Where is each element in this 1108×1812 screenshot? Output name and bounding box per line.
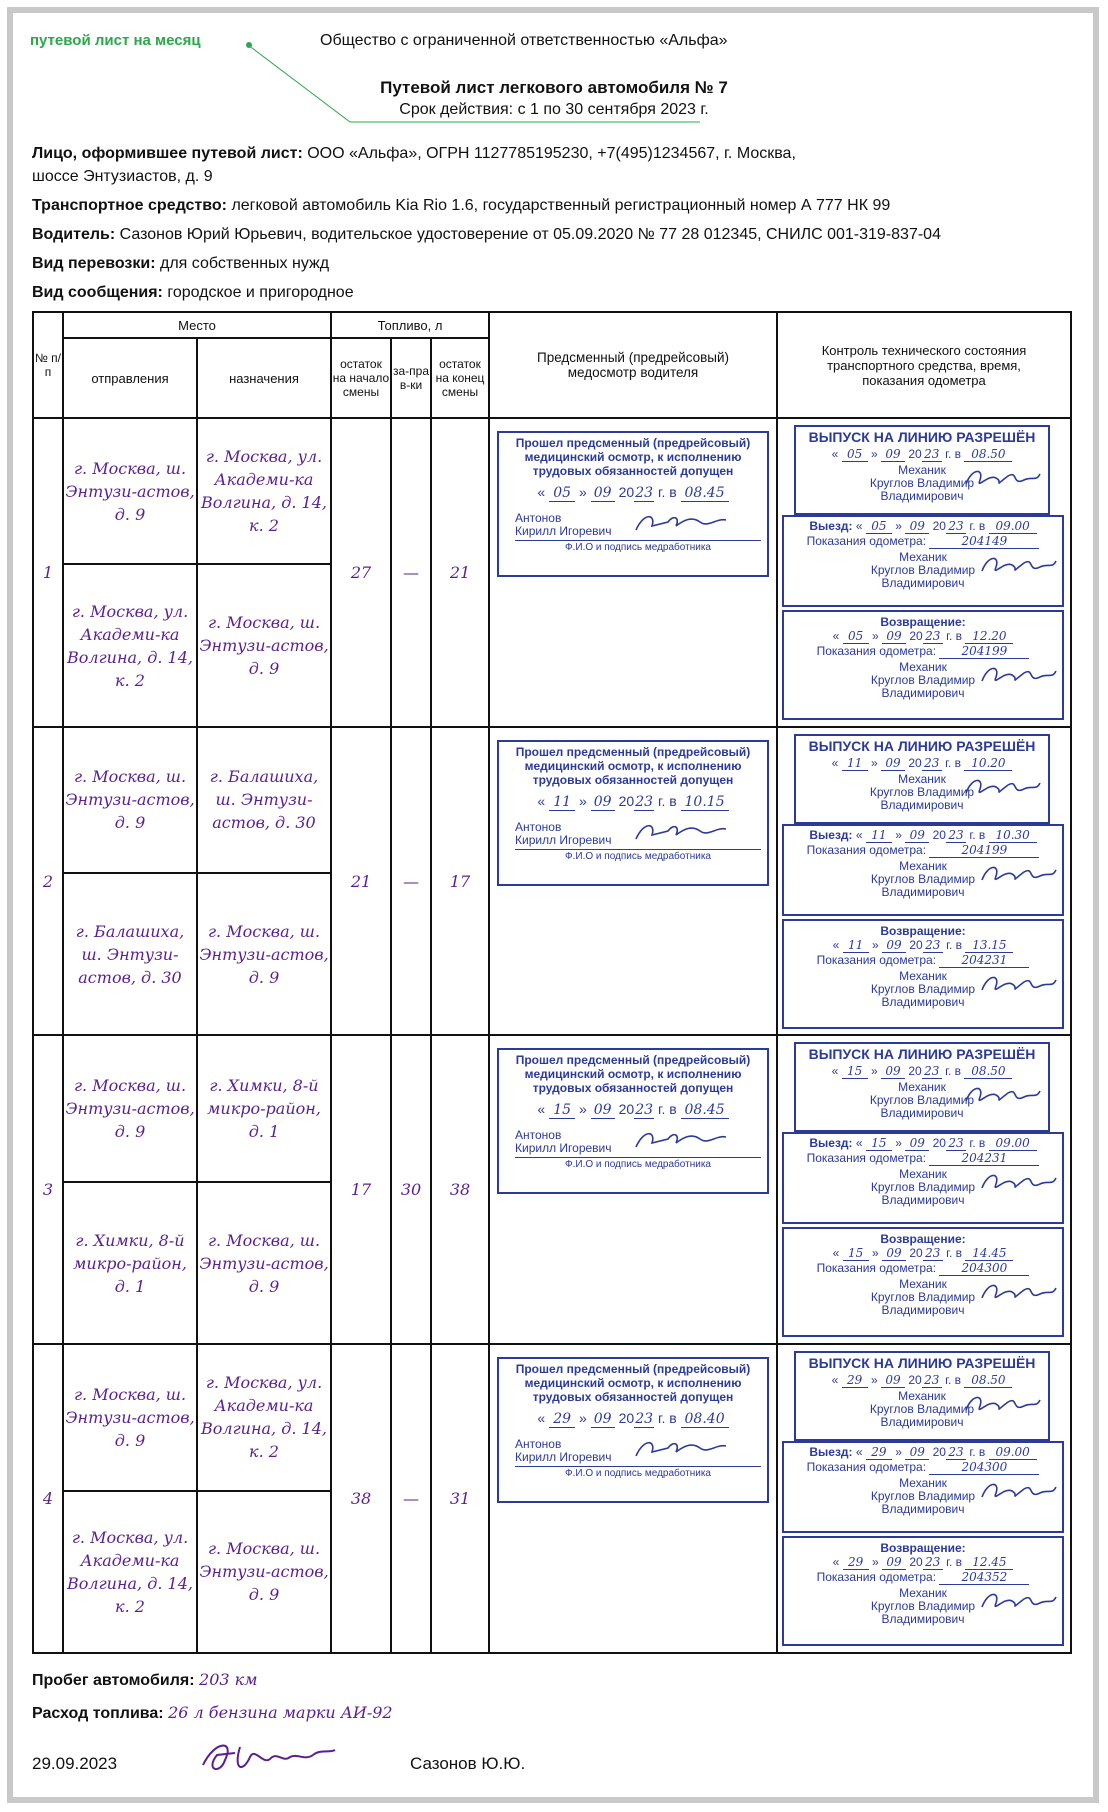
driver-line [32, 223, 1072, 246]
rel-month: 09 [881, 1064, 905, 1079]
mechanic-role: Механик [899, 1277, 947, 1292]
mechanic-patronymic: Владимирович [881, 1193, 965, 1208]
departure-stamp: Выезд: « 29 » 09 20 23 г. в 09.00 Показания одометра: 204300 Механик Круглов Владимир Владимирович [782, 1441, 1064, 1533]
departure-odometer-label: Показания одометра: [806, 534, 927, 548]
mechanic-role: Механик [898, 771, 946, 786]
signer-name: Сазонов Ю.Ю. [410, 1754, 526, 1773]
dep-month: 09 [905, 828, 929, 843]
mechanic-patronymic: Владимирович [880, 797, 964, 812]
driver-signature [195, 1735, 345, 1785]
release-mechanic-signature [962, 464, 1042, 490]
vehicle-value: легковой автомобиль Kia Rio 1.6, государственный регистрационный номер А 777 НК 99 [227, 197, 891, 214]
return-date-line: « 29 » 09 20 23 г. в 12.45 [788, 1555, 1058, 1570]
row-number: 2 [42, 871, 54, 891]
table-row [33, 418, 1071, 564]
release-date-line: « 29 » 09 20 23 г. в 08.50 [802, 1373, 1042, 1388]
return-label: Возвращение: [880, 923, 966, 938]
ret-year: 23 [923, 629, 943, 644]
ret-year: 23 [923, 938, 943, 953]
destination-place: г. Москва, ш. Энтузи-астов, д. 9 [199, 1539, 329, 1605]
rel-month: 09 [881, 447, 905, 462]
return-mechanic-signature [978, 1587, 1058, 1613]
route-type-line [32, 281, 1072, 304]
return-odometer-label: Показания одометра: [816, 1570, 937, 1585]
departure-place: г. Москва, ш. Энтузи-астов, д. 9 [65, 1384, 195, 1450]
departure-place: г. Москва, ул. Академи-ка Волгина, д. 14, к. 2 [67, 1527, 193, 1616]
mechanic-patronymic: Владимирович [880, 1415, 964, 1430]
departure-label: Выезд: [809, 519, 853, 533]
ret-month: 09 [882, 1555, 906, 1570]
med-year: 23 [635, 793, 654, 810]
header-number: № п/п [33, 312, 63, 418]
mechanic-name: Круглов Владимир [870, 563, 976, 577]
ret-month: 09 [882, 938, 906, 953]
med-time: 08.40 [681, 1411, 729, 1428]
departure-odometer: 204231 [929, 1151, 1039, 1166]
mechanic-name: Круглов Владимир [869, 1093, 975, 1108]
mechanic-role: Механик [899, 858, 947, 873]
ret-month: 09 [882, 629, 906, 644]
mechanic-name: Круглов Владимир [869, 784, 975, 799]
departure-mechanic-signature [978, 1168, 1058, 1194]
medic-caption: Ф.И.О и подпись медработника [515, 1157, 761, 1171]
departure-place: г. Москва, ш. Энтузи-астов, д. 9 [65, 458, 195, 524]
medic-surname: Антонов [515, 819, 562, 834]
med-year: 23 [635, 1102, 654, 1119]
mechanic-role: Механик [899, 660, 947, 674]
medical-stamp-title: Прошел предсменный (предрейсовый) медицинский осмотр, к исполнению трудовых обязанностей допущен [515, 1362, 751, 1405]
med-day: 15 [549, 1102, 575, 1119]
dep-time: 09.00 [989, 1445, 1037, 1460]
dep-day: 15 [866, 1136, 892, 1151]
departure-stamp: Выезд: « 11 » 09 20 23 г. в 10.30 Показания одометра: 204199 Механик Круглов Владимир Владимирович [782, 824, 1064, 916]
departure-mechanic-signature [978, 860, 1058, 886]
fuel-start: 38 [350, 1489, 372, 1509]
row-number: 4 [42, 1489, 54, 1509]
medic-caption: Ф.И.О и подпись медработника [515, 849, 761, 863]
med-month: 09 [591, 794, 615, 811]
destination-place: г. Москва, ш. Энтузи-астов, д. 9 [199, 921, 329, 987]
margin-note: путевой лист на месяц [30, 32, 201, 49]
mechanic-name: Круглов Владимир [870, 1489, 976, 1504]
med-month: 09 [591, 485, 615, 502]
mechanic-patronymic: Владимирович [881, 576, 965, 590]
departure-place: г. Балашиха, ш. Энтузи-астов, д. 30 [75, 921, 185, 987]
med-day: 11 [549, 794, 575, 811]
route-type-label: Вид сообщения: [32, 284, 163, 301]
mileage-value: 203 км [199, 1670, 258, 1689]
medical-stamp-title: Прошел предсменный (предрейсовый) медицинский осмотр, к исполнению трудовых обязанностей допущен [515, 1053, 751, 1096]
departure-place: г. Химки, 8-й микро-район, д. 1 [73, 1230, 187, 1296]
header-fuel-start: остаток на начало смены [331, 338, 391, 418]
return-label: Возвращение: [880, 1232, 966, 1247]
issuer-label: Лицо, оформившее путевой лист: [32, 145, 303, 162]
mechanic-role: Механик [899, 1476, 947, 1491]
departure-mechanic-signature [978, 1477, 1058, 1503]
validity-period: Срок действия: с 1 по 30 сентября 2023 г. [399, 101, 709, 118]
fuel-start: 27 [350, 562, 372, 582]
fuel-refill: 30 [400, 1180, 422, 1200]
medic-signature [630, 1125, 730, 1155]
return-date-line: « 05 » 09 20 23 г. в 12.20 [788, 629, 1058, 644]
return-date-line: « 15 » 09 20 23 г. в 14.45 [788, 1246, 1058, 1261]
return-stamp [782, 919, 1064, 1029]
medic-surname: Антонов [515, 1437, 562, 1452]
mechanic-patronymic: Владимирович [881, 884, 965, 899]
destination-place: г. Балашиха, ш. Энтузи-астов, д. 30 [209, 767, 319, 833]
ret-time: 12.20 [965, 629, 1013, 644]
release-stamp [794, 1351, 1050, 1441]
med-month: 09 [591, 1102, 615, 1119]
ret-day: 11 [843, 938, 869, 953]
destination-place: г. Москва, ш. Энтузи-астов, д. 9 [199, 613, 329, 679]
mechanic-patronymic: Владимирович [881, 994, 965, 1009]
dep-time: 09.00 [989, 519, 1037, 534]
issuer-line [32, 142, 1072, 188]
ret-year: 23 [923, 1555, 943, 1570]
dep-day: 11 [866, 828, 892, 843]
release-stamp [794, 734, 1050, 824]
mechanic-name: Круглов Владимир [870, 673, 976, 687]
table-row [33, 1035, 1071, 1181]
mechanic-name: Круглов Владимир [869, 476, 975, 490]
mechanic-name: Круглов Владимир [870, 1180, 976, 1195]
issuer-value: ООО «Альфа», ОГРН 1127785195230, +7(495)1234567, г. Москва, [302, 145, 796, 162]
mechanic-role: Механик [899, 968, 947, 983]
transport-type-line [32, 252, 1072, 275]
organization-name: Общество с ограниченной ответственностью «Альфа» [320, 32, 728, 49]
mechanic-name: Круглов Владимир [870, 1599, 976, 1614]
sign-date: 29.09.2023 [32, 1754, 118, 1773]
return-stamp [782, 1536, 1064, 1646]
ret-year: 23 [923, 1246, 943, 1261]
return-date-line: « 11 » 09 20 23 г. в 13.15 [788, 938, 1058, 953]
departure-stamp: Выезд: « 15 » 09 20 23 г. в 09.00 Показания одометра: 204231 Механик Круглов Владимир Владимирович [782, 1132, 1064, 1224]
note-dot [246, 42, 252, 48]
medical-stamp-title: Прошел предсменный (предрейсовый) медицинский осмотр, к исполнению трудовых обязанностей допущен [515, 436, 751, 478]
release-mechanic-signature [962, 1081, 1042, 1107]
dep-day: 29 [866, 1445, 892, 1460]
driver-value: Сазонов Юрий Юрьевич, водительское удостоверение от 05.09.2020 № 77 28 012345, СНИЛС 001-319-837-04 [115, 226, 941, 243]
dep-month: 09 [905, 1136, 929, 1151]
table-row [33, 1344, 1071, 1490]
medic-surname: Антонов [515, 511, 562, 525]
dep-month: 09 [905, 519, 929, 534]
mechanic-patronymic: Владимирович [880, 1106, 964, 1121]
mechanic-role: Механик [898, 1080, 946, 1095]
return-odometer: 204199 [939, 644, 1029, 659]
release-stamp [794, 1042, 1050, 1132]
rel-day: 15 [842, 1064, 868, 1079]
mechanic-role: Механик [899, 1167, 947, 1182]
rel-month: 09 [881, 1373, 905, 1388]
fuel-end: 17 [449, 871, 471, 891]
mechanic-name: Круглов Владимир [870, 871, 976, 886]
departure-odometer: 204300 [929, 1460, 1039, 1475]
med-day: 05 [549, 485, 575, 502]
rel-year: 23 [922, 1064, 942, 1079]
return-stamp [782, 610, 1064, 720]
mechanic-role: Механик [899, 550, 947, 564]
departure-mechanic-signature [978, 551, 1058, 577]
release-stamp-title: ВЫПУСК НА ЛИНИЮ РАЗРЕШЁН [808, 737, 1036, 754]
med-time: 08.45 [681, 1102, 729, 1119]
ret-month: 09 [882, 1246, 906, 1261]
release-date-line: « 11 » 09 20 23 г. в 10.20 [802, 756, 1042, 771]
departure-odometer-label: Показания одометра: [806, 1151, 927, 1166]
departure-place: г. Москва, ш. Энтузи-астов, д. 9 [65, 1076, 195, 1142]
header-fuel: Топливо, л [331, 312, 489, 338]
medic-name: Кирилл Игоревич [515, 832, 612, 847]
medical-stamp-title: Прошел предсменный (предрейсовый) медицинский осмотр, к исполнению трудовых обязанностей допущен [515, 744, 751, 787]
medic-caption: Ф.И.О и подпись медработника [515, 1466, 761, 1480]
med-time: 10.15 [681, 794, 729, 811]
release-stamp-title: ВЫПУСК НА ЛИНИЮ РАЗРЕШЁН [808, 1355, 1036, 1372]
rel-month: 09 [881, 756, 905, 771]
return-label: Возвращение: [880, 1541, 966, 1556]
med-year: 23 [635, 485, 654, 501]
fuel-start: 17 [350, 1180, 372, 1200]
mechanic-name: Круглов Владимир [870, 981, 976, 996]
document-title: Путевой лист легкового автомобиля № 7 [380, 78, 728, 97]
medic-name: Кирилл Игоревич [515, 1141, 612, 1156]
med-year: 23 [635, 1411, 654, 1428]
ret-day: 05 [843, 629, 869, 644]
medic-signature [630, 1434, 730, 1464]
fuel-end: 31 [449, 1489, 471, 1509]
return-mechanic-signature [978, 661, 1058, 687]
dep-time: 10.30 [989, 828, 1037, 843]
release-stamp-title: ВЫПУСК НА ЛИНИЮ РАЗРЕШЁН [808, 429, 1036, 445]
header-fuel-end: остаток на конец смены [431, 338, 489, 418]
dep-day: 05 [866, 519, 892, 534]
destination-place: г. Химки, 8-й микро-район, д. 1 [207, 1076, 321, 1142]
departure-odometer-label: Показания одометра: [806, 842, 927, 857]
fuel-consumption-label: Расход топлива: [32, 1705, 164, 1722]
dep-year: 23 [946, 519, 966, 534]
header-place: Место [63, 312, 331, 338]
fuel-consumption-value: 26 л бензина марки АИ-92 [168, 1703, 393, 1722]
fuel-consumption-line [32, 1703, 393, 1723]
mechanic-patronymic: Владимирович [881, 686, 965, 700]
row-number: 3 [42, 1180, 54, 1200]
release-stamp-title: ВЫПУСК НА ЛИНИЮ РАЗРЕШЁН [808, 1046, 1036, 1063]
departure-label: Выезд: [809, 827, 853, 842]
med-time: 08.45 [681, 485, 729, 502]
transport-type-value: для собственных нужд [155, 255, 330, 272]
row-number: 1 [42, 562, 54, 582]
transport-type-label: Вид перевозки: [32, 255, 156, 272]
medical-stamp [497, 431, 769, 577]
mechanic-name: Круглов Владимир [869, 1402, 975, 1417]
rel-time: 08.50 [964, 447, 1012, 462]
medic-signature [630, 508, 730, 538]
medic-caption: Ф.И.О и подпись медработника [515, 540, 761, 554]
med-day: 29 [549, 1411, 575, 1428]
ret-time: 14.45 [965, 1246, 1013, 1261]
return-odometer: 204231 [939, 953, 1029, 968]
ret-day: 29 [843, 1555, 869, 1570]
mechanic-name: Круглов Владимир [870, 1290, 976, 1305]
mechanic-role: Механик [898, 1389, 946, 1404]
rel-day: 11 [842, 756, 868, 771]
release-date-line: « 15 » 09 20 23 г. в 08.50 [802, 1064, 1042, 1079]
return-mechanic-signature [978, 1278, 1058, 1304]
rel-day: 05 [842, 447, 868, 462]
return-mechanic-signature [978, 970, 1058, 996]
medical-date-line: « 05 » 09 2023 г. в 08.45 [505, 484, 761, 502]
medical-stamp [497, 1357, 769, 1503]
medical-date-line: « 11 » 09 2023 г. в 10.15 [505, 793, 761, 811]
fuel-refill: — [403, 871, 419, 891]
ret-time: 12.45 [965, 1555, 1013, 1570]
issuer-value-2: шоссе Энтузиастов, д. 9 [32, 168, 213, 185]
mileage-label: Пробег автомобиля: [32, 1672, 195, 1689]
release-mechanic-signature [962, 1390, 1042, 1416]
fuel-start: 21 [350, 871, 372, 891]
dep-time: 09.00 [989, 1136, 1037, 1151]
medical-stamp [497, 1048, 769, 1194]
mechanic-patronymic: Владимирович [881, 1303, 965, 1318]
fuel-refill: — [403, 562, 419, 582]
departure-stamp: Выезд: « 05 » 09 20 23 г. в 09.00 Показания одометра: 204149 Механик Круглов Владимир Владимирович [782, 515, 1064, 607]
mechanic-patronymic: Владимирович [881, 1612, 965, 1627]
rel-time: 08.50 [964, 1064, 1012, 1079]
dep-year: 23 [946, 1136, 966, 1151]
header-fuel-refill: за-прав-ки [391, 338, 431, 418]
return-odometer: 204300 [939, 1261, 1029, 1276]
dep-month: 09 [905, 1445, 929, 1460]
medical-date-line: « 15 » 09 2023 г. в 08.45 [505, 1101, 761, 1119]
departure-odometer: 204199 [929, 843, 1039, 858]
fuel-refill: — [403, 1489, 419, 1509]
rel-time: 10.20 [964, 756, 1012, 771]
medic-signature [630, 817, 730, 847]
ret-time: 13.15 [965, 938, 1013, 953]
route-type-value: городское и пригородное [162, 284, 354, 301]
vehicle-line [32, 194, 1072, 217]
header-destination: назначения [197, 338, 331, 418]
vehicle-label: Транспортное средство: [32, 197, 227, 214]
mechanic-role: Механик [899, 1586, 947, 1601]
mechanic-role: Механик [898, 463, 946, 477]
departure-label: Выезд: [809, 1136, 853, 1151]
driver-label: Водитель: [32, 226, 116, 243]
header-tech-control: Контроль технического состояния транспортного средства, время, показания одометра [777, 312, 1071, 418]
return-stamp [782, 1227, 1064, 1337]
release-mechanic-signature [962, 773, 1042, 799]
rel-year: 23 [922, 447, 942, 462]
rel-day: 29 [842, 1373, 868, 1388]
mileage-line [32, 1670, 258, 1690]
departure-place: г. Москва, ул. Академи-ка Волгина, д. 14, к. 2 [67, 601, 193, 690]
medic-name: Кирилл Игоревич [515, 1450, 612, 1465]
dep-year: 23 [946, 828, 966, 843]
departure-odometer-label: Показания одометра: [806, 1460, 927, 1475]
medic-surname: Антонов [515, 1128, 562, 1143]
return-label: Возвращение: [880, 615, 966, 629]
destination-place: г. Москва, ул. Академи-ка Волгина, д. 14, к. 2 [201, 1373, 327, 1462]
header-departure: отправления [63, 338, 197, 418]
return-odometer-label: Показания одометра: [816, 952, 937, 967]
fuel-end: 38 [449, 1180, 471, 1200]
destination-place: г. Москва, ул. Академи-ка Волгина, д. 14, к. 2 [201, 447, 327, 536]
destination-place: г. Москва, ш. Энтузи-астов, д. 9 [199, 1230, 329, 1296]
rel-year: 23 [922, 756, 942, 771]
rel-year: 23 [922, 1373, 942, 1388]
return-odometer-label: Показания одометра: [816, 644, 937, 658]
return-odometer: 204352 [939, 1570, 1029, 1585]
departure-odometer: 204149 [929, 534, 1039, 549]
departure-place: г. Москва, ш. Энтузи-астов, д. 9 [65, 767, 195, 833]
dep-year: 23 [946, 1445, 966, 1460]
mechanic-patronymic: Владимирович [881, 1502, 965, 1517]
medical-date-line: « 29 » 09 2023 г. в 08.40 [505, 1410, 761, 1428]
medical-stamp [497, 740, 769, 886]
med-month: 09 [591, 1411, 615, 1428]
fuel-end: 21 [449, 562, 471, 582]
ret-day: 15 [843, 1246, 869, 1261]
mechanic-patronymic: Владимирович [880, 489, 964, 503]
release-stamp [794, 425, 1050, 515]
rel-time: 08.50 [964, 1373, 1012, 1388]
trip-table [32, 311, 1072, 1654]
medic-name: Кирилл Игоревич [515, 524, 612, 538]
release-date-line: « 05 » 09 20 23 г. в 08.50 [802, 447, 1042, 462]
header-medical: Предсменный (предрейсовый) медосмотр водителя [489, 312, 777, 418]
table-row [33, 727, 1071, 873]
return-odometer-label: Показания одометра: [816, 1261, 937, 1276]
departure-label: Выезд: [809, 1445, 853, 1460]
